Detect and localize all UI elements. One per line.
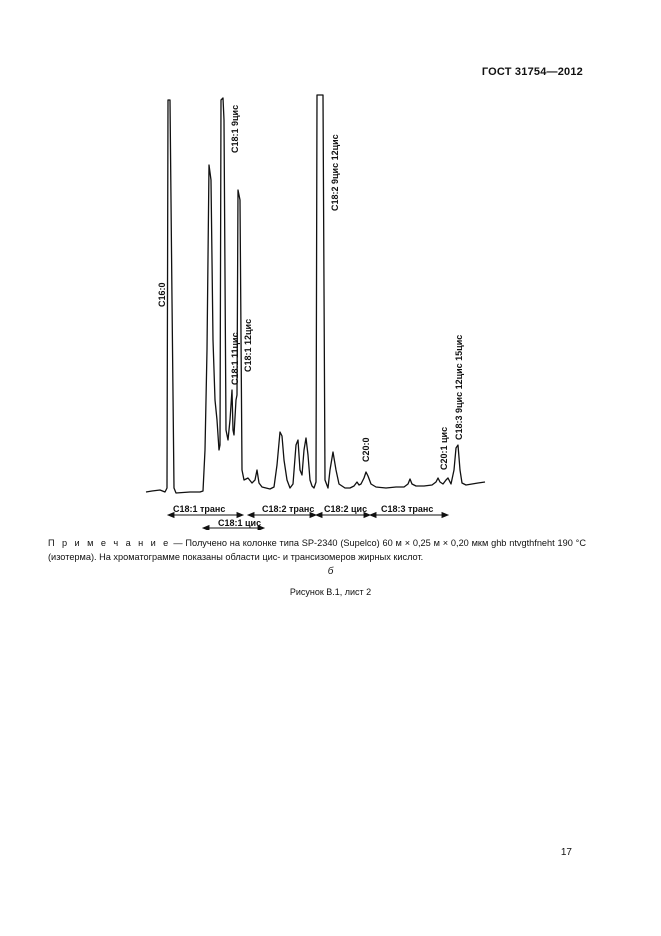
panel-letter: б [327,566,334,577]
page-number: 17 [560,847,572,858]
region-label-c18-2-trans: C18:2 транс [262,504,315,514]
note-text: — Получено на колонке типа SP-2340 (Supelco) 60 м × 0,25 м × 0,20 мкм ghb ntvgthfneht 190 °C (изотерма). На хроматограмме показаны области цис- и трансизомеров жирных кислот. [48,538,586,562]
figure-caption: Рисунок В.1, лист 2 [289,587,372,597]
region-label-c18-1-trans: C18:1 транс [173,504,226,514]
peak-label-c16-0: C16:0 [157,282,167,307]
region-arrows [168,513,448,531]
document-header: ГОСТ 31754—2012 [481,66,583,78]
peak-label-c20-0: C20:0 [361,437,371,462]
region-label-c18-2-cis: C18:2 цис [324,504,368,514]
peak-label-c18-2-9cis-12cis: C18:2 9цис 12цис [330,134,340,211]
peak-label-c18-1-12cis: C18:1 12цис [243,318,253,372]
peak-label-c18-1-11cis: C18:1 11цис [230,332,240,385]
region-label-c18-1-cis: C18:1 цис [218,518,262,528]
region-label-c18-3-trans: C18:3 транс [381,504,434,514]
peak-label-c18-1-9cis: C18:1 9цис [230,104,240,153]
peak-label-c20-1-cis: C20:1 цис [439,426,449,470]
chromatogram-trace [146,95,485,493]
peak-label-c18-3-9cis-12cis-15cis: C18:3 9цис 12цис 15цис [454,334,464,440]
note-prefix: П р и м е ч а н и е [48,538,171,548]
figure-note [48,536,586,564]
